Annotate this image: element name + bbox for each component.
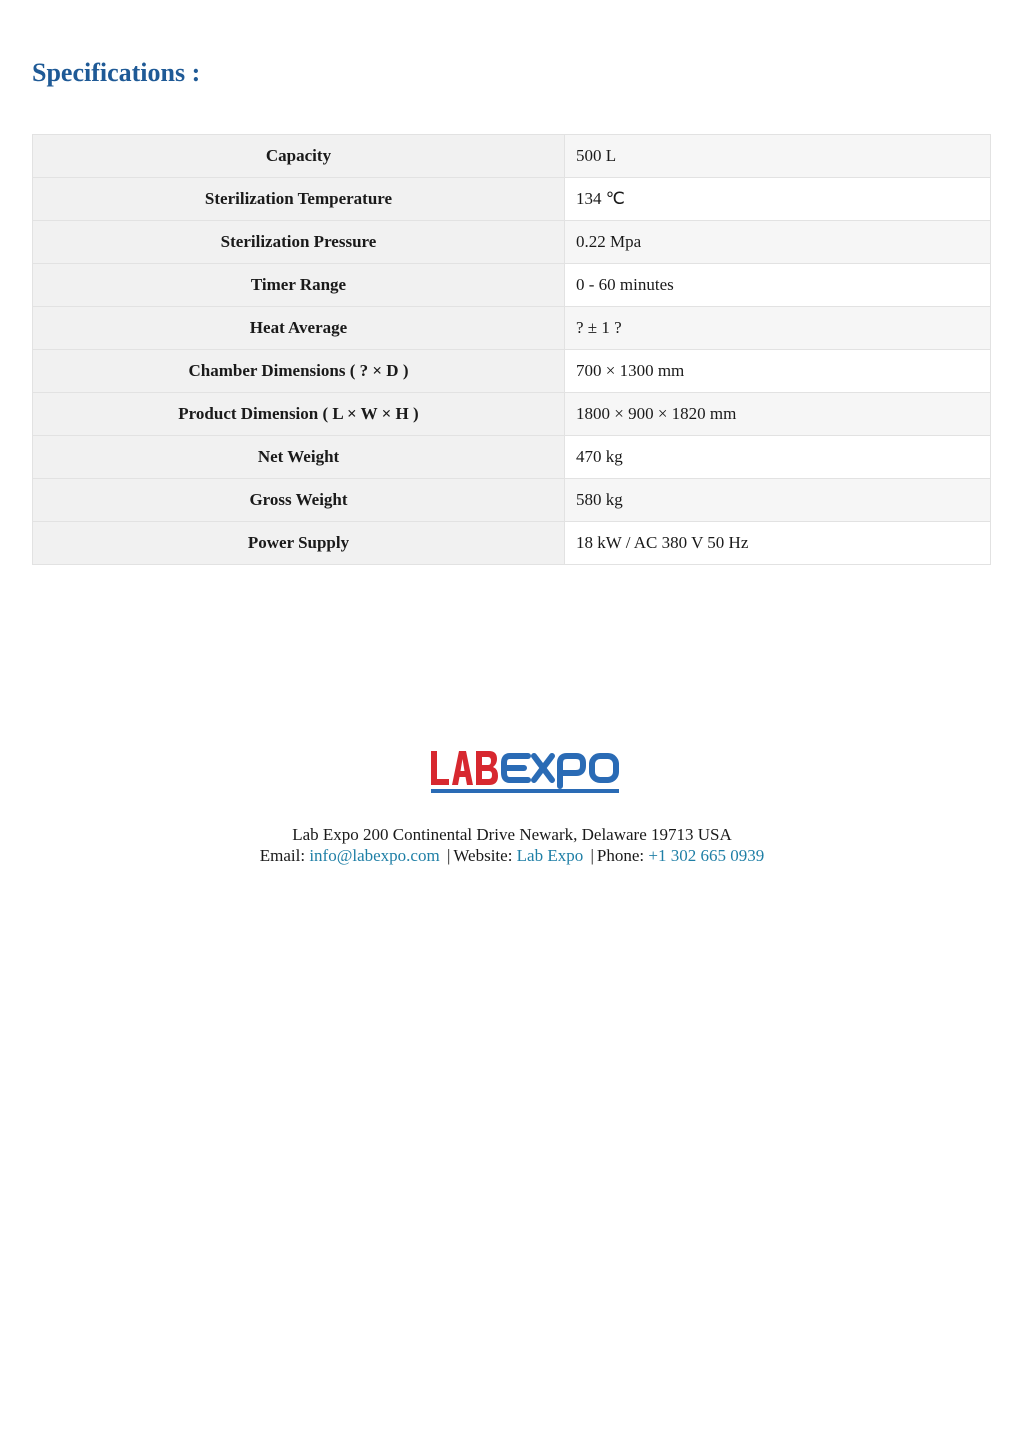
table-row	[33, 350, 991, 393]
spec-label: Chamber Dimensions ( ? × D )	[33, 350, 565, 393]
spec-value: 0.22 Mpa	[565, 221, 991, 264]
spec-label: Net Weight	[33, 436, 565, 479]
table-row	[33, 135, 991, 178]
spec-value: 18 kW / AC 380 V 50 Hz	[565, 522, 991, 565]
labexpo-logo	[428, 746, 622, 796]
page-title: Specifications :	[32, 58, 201, 87]
spec-label: Power Supply	[33, 522, 565, 565]
footer	[0, 824, 1024, 866]
table-row	[33, 264, 991, 307]
table-row	[33, 436, 991, 479]
spec-label: Timer Range	[33, 264, 565, 307]
spec-value: 580 kg	[565, 479, 991, 522]
spec-value: 500 L	[565, 135, 991, 178]
email-label: Email:	[259, 846, 306, 865]
spec-value: ? ± 1 ?	[565, 307, 991, 350]
website-link[interactable]: Lab Expo	[516, 846, 584, 865]
spec-label: Sterilization Temperature	[33, 178, 565, 221]
table-row	[33, 178, 991, 221]
logo-expo-letters	[504, 756, 616, 786]
spec-label: Product Dimension ( L × W × H )	[33, 393, 565, 436]
spec-value: 134 ℃	[565, 178, 991, 221]
specifications-table	[32, 134, 991, 565]
spec-value: 700 × 1300 mm	[565, 350, 991, 393]
email-link[interactable]: info@labexpo.com	[309, 846, 440, 865]
spec-label: Heat Average	[33, 307, 565, 350]
spec-label: Capacity	[33, 135, 565, 178]
table-row	[33, 522, 991, 565]
logo-lab-letters	[431, 751, 498, 785]
footer-contact	[0, 845, 1024, 866]
separator: |	[590, 846, 594, 865]
phone-label: Phone:	[596, 846, 645, 865]
table-row	[33, 479, 991, 522]
table-row	[33, 221, 991, 264]
logo-underline	[431, 789, 619, 793]
spec-value: 0 - 60 minutes	[565, 264, 991, 307]
table-row	[33, 393, 991, 436]
website-label: Website:	[453, 846, 513, 865]
separator: |	[446, 846, 451, 865]
phone-link[interactable]: +1 302 665 0939	[648, 846, 765, 865]
spec-value: 1800 × 900 × 1820 mm	[565, 393, 991, 436]
footer-address: Lab Expo 200 Continental Drive Newark, Delaware 19713 USA	[292, 825, 732, 844]
spec-label: Sterilization Pressure	[33, 221, 565, 264]
spec-label: Gross Weight	[33, 479, 565, 522]
spec-value: 470 kg	[565, 436, 991, 479]
table-row	[33, 307, 991, 350]
